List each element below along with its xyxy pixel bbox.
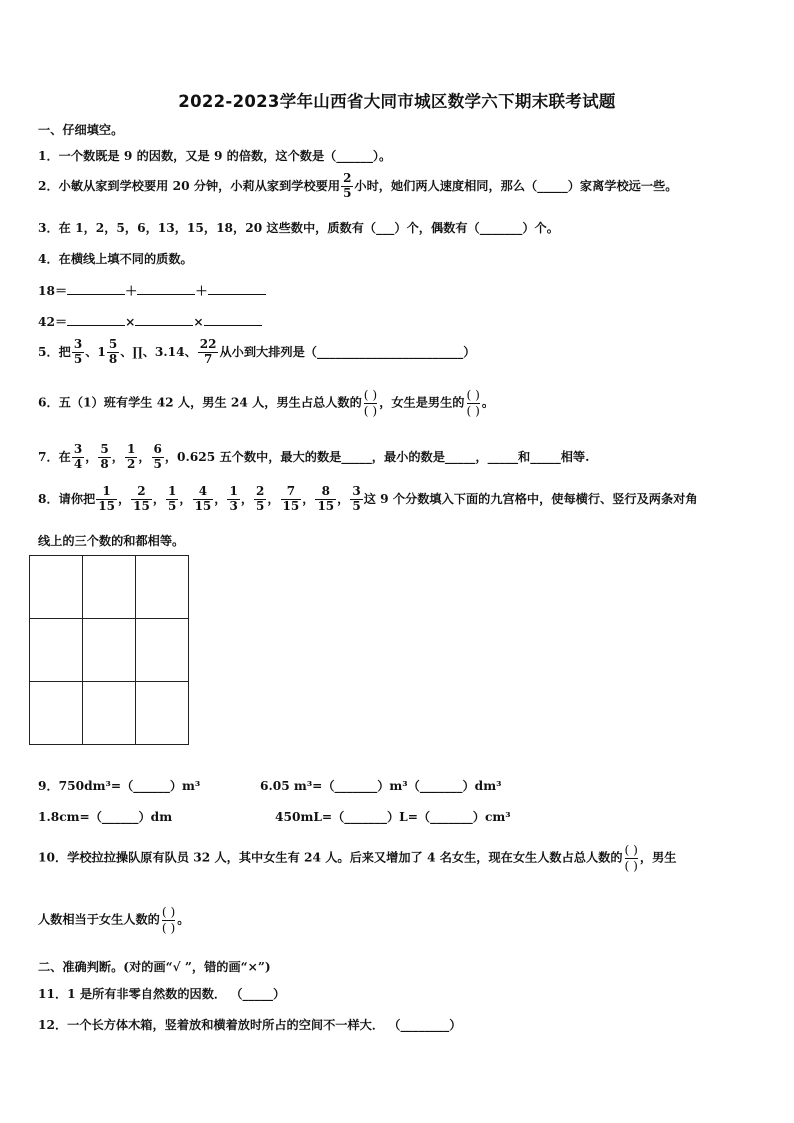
grid-cell[interactable] bbox=[83, 556, 136, 619]
q5-f3-num: 22 bbox=[199, 337, 217, 351]
q10-text-a: 10．学校拉拉操队原有队员 32 人，其中女生有 24 人。后来又增加了 4 名女生，现在女生人数占总人数的 bbox=[38, 850, 623, 865]
grid-cell[interactable] bbox=[30, 682, 83, 745]
question-9-row-1 bbox=[38, 777, 774, 794]
question-4b bbox=[38, 313, 774, 330]
q8-fraction-5: $\frac{1}{3}$ bbox=[229, 484, 238, 513]
q8-fraction-3: $\frac{1}{5}$ bbox=[168, 484, 177, 513]
section-1-heading: 一、仔细填空。 bbox=[38, 123, 124, 137]
q5-f3-den: 7 bbox=[198, 352, 219, 367]
q7-fraction-3: $\frac{1}{2}$ bbox=[126, 442, 136, 471]
q6-fraction-blank-2[interactable] bbox=[467, 388, 480, 418]
q9-part-a: 9．750dm³=（______）m³ bbox=[38, 779, 201, 793]
q2-text-a: 2．小敏从家到学校要用 20 分钟，小莉从家到学校要用 bbox=[38, 178, 341, 193]
question-3: 3．在 1，2，5，6，13，15，18，20 这些数中，质数有（___）个，偶数有（_______）个。 bbox=[38, 221, 559, 235]
q5-fraction-1 bbox=[73, 338, 83, 367]
question-4: 4．在横线上填不同的质数。 bbox=[38, 252, 193, 266]
magic-square-grid bbox=[29, 555, 189, 745]
q5-fraction-2 bbox=[108, 338, 118, 367]
q8-fraction-8: $\frac{8}{15}$ bbox=[317, 484, 335, 513]
question-11: 11．1 是所有非零自然数的因数． （_____） bbox=[38, 987, 286, 1001]
q6-blank-num-1: ( ) bbox=[363, 388, 378, 402]
q8-fraction-6: $\frac{2}{5}$ bbox=[256, 484, 265, 513]
q7-fraction-4: $\frac{6}{5}$ bbox=[153, 442, 162, 471]
grid-cell[interactable] bbox=[83, 682, 136, 745]
q10-blank-den-1: ( ) bbox=[624, 858, 638, 873]
q6-blank-den-1: ( ) bbox=[363, 403, 378, 418]
question-12: 12．一个长方体木箱，竖着放和横着放时所占的空间不一样大． （________） bbox=[38, 1018, 462, 1032]
question-1: 1．一个数既是 9 的因数，又是 9 的倍数，这个数是（______）。 bbox=[38, 149, 392, 163]
q4a-prefix: 18＝ bbox=[38, 284, 68, 298]
section-2-heading: 二、准确判断。(对的画“√ ”，错的画“×”) bbox=[38, 960, 271, 974]
q4a-op2: ＋ bbox=[195, 284, 208, 298]
q4a-blank-3[interactable] bbox=[208, 282, 266, 295]
q5-f1-den: 5 bbox=[73, 351, 83, 366]
q9-part-b: 6.05 m³=（_______）m³（_______）dm³ bbox=[260, 779, 502, 793]
grid-cell[interactable] bbox=[136, 682, 189, 745]
q6-text-a: 6．五（1）班有学生 42 人，男生 24 人，男生占总人数的 bbox=[38, 395, 362, 410]
question-5 bbox=[38, 338, 774, 367]
question-10 bbox=[38, 843, 774, 873]
q8-fraction-9: $\frac{3}{5}$ bbox=[352, 484, 361, 513]
q4b-op2: × bbox=[193, 315, 204, 329]
q6-blank-num-2: ( ) bbox=[466, 388, 480, 402]
q5-f1-num: 3 bbox=[73, 337, 83, 351]
q8-fraction-7: $\frac{7}{15}$ bbox=[282, 484, 300, 513]
q8-fraction-1: $\frac{1}{15}$ bbox=[98, 484, 115, 513]
q8-fraction-2: $\frac{2}{15}$ bbox=[133, 484, 150, 513]
q4b-blank-1[interactable] bbox=[67, 313, 125, 326]
q5-sep2: 、∏、3.14、 bbox=[120, 344, 197, 359]
q2-den: 5 bbox=[343, 185, 352, 200]
q6-text-b: ，女生是男生的 bbox=[379, 395, 465, 410]
question-8: 8．请你把 $\frac{1}{15}$ ， $\frac{2}{15}$ ， $\frac{1}{5}$ ， $\frac{4}{15}$ ， $\frac{1}{3}$ ， $\frac{2}{5}$ ， $\frac{7}{15}$ ， $\frac{8}{15}$ ， $\frac{3}{5}$ 这 9 个分数填入下面的九宫格中，使每横行、竖行及两条对角 bbox=[38, 484, 698, 513]
q7-fraction-2: $\frac{5}{8}$ bbox=[100, 442, 109, 471]
q5-f2-num: 5 bbox=[108, 337, 118, 351]
question-9-row-2 bbox=[38, 808, 774, 825]
q2-num: 2 bbox=[343, 171, 352, 185]
q10-text-b: ，男生 bbox=[639, 850, 677, 865]
q8-text-b: 这 9 个分数填入下面的九宫格中，使每横行、竖行及两条对角 bbox=[363, 491, 698, 506]
q6-text-c: 。 bbox=[481, 395, 495, 410]
grid-cell[interactable] bbox=[136, 619, 189, 682]
q10-blank-num-2: ( ) bbox=[161, 905, 176, 919]
q4a-blank-1[interactable] bbox=[67, 282, 125, 295]
q7-text-b: 0.625 五个数中，最大的数是_____，最小的数是_____，_____和_____相等. bbox=[177, 449, 590, 464]
question-7: 7．在 $\frac{3}{4}$ ， $\frac{5}{8}$ ， $\frac{1}{2}$ ， $\frac{6}{5}$ ，0.625 五个数中，最大的数是_____，最小的数是_____，_____和_____相等. bbox=[38, 442, 590, 471]
q4b-op1: × bbox=[125, 315, 136, 329]
grid-cell[interactable] bbox=[30, 556, 83, 619]
q4b-blank-2[interactable] bbox=[135, 313, 193, 326]
q4b-prefix: 42＝ bbox=[38, 315, 68, 329]
question-6 bbox=[38, 388, 774, 418]
q2-fraction bbox=[342, 172, 352, 201]
question-4a bbox=[38, 282, 774, 299]
grid-cell[interactable] bbox=[83, 619, 136, 682]
q8-text-a: 8．请你把 bbox=[38, 491, 96, 506]
q5-fraction-3 bbox=[199, 338, 218, 367]
q4a-op1: ＋ bbox=[125, 284, 138, 298]
q10-fraction-blank-2[interactable] bbox=[162, 905, 175, 935]
grid-cell[interactable] bbox=[30, 619, 83, 682]
q4a-blank-2[interactable] bbox=[137, 282, 195, 295]
q7-fraction-1: $\frac{3}{4}$ bbox=[73, 442, 83, 471]
q6-blank-den-2: ( ) bbox=[466, 403, 480, 418]
q4b-blank-3[interactable] bbox=[204, 313, 262, 326]
q7-text-a: 7．在 bbox=[38, 449, 71, 464]
q10-fraction-blank-1[interactable] bbox=[625, 843, 638, 873]
question-8-continued: 线上的三个数的和都相等。 bbox=[38, 534, 185, 548]
page-title: 2022-2023学年山西省大同市城区数学六下期末联考试题 bbox=[178, 92, 616, 111]
q5-text-a: 5．把 bbox=[38, 344, 71, 359]
q8-fraction-4: $\frac{4}{15}$ bbox=[194, 484, 212, 513]
grid-cell[interactable] bbox=[136, 556, 189, 619]
question-10-continued bbox=[38, 905, 774, 935]
q6-fraction-blank-1[interactable] bbox=[364, 388, 377, 418]
q5-mixed-number bbox=[97, 338, 120, 367]
q10-blank-den-2: ( ) bbox=[161, 920, 176, 935]
q5-m2-whole: 1 bbox=[97, 345, 106, 360]
q10-text-c: 人数相当于女生人数的 bbox=[38, 912, 160, 927]
q10-blank-num-1: ( ) bbox=[624, 843, 638, 857]
q9-part-d: 450mL=（_______）L=（_______）cm³ bbox=[275, 810, 511, 824]
question-2 bbox=[38, 172, 774, 201]
q5-text-b: 从小到大排列是（________________________） bbox=[219, 344, 476, 359]
q5-f2-den: 8 bbox=[108, 351, 118, 366]
q2-text-b: 小时，她们两人速度相同，那么（_____）家离学校远一些。 bbox=[354, 178, 678, 193]
q9-part-c: 1.8cm=（______）dm bbox=[38, 810, 173, 824]
q5-sep1: 、 bbox=[85, 344, 98, 359]
q10-text-d: 。 bbox=[177, 912, 190, 927]
